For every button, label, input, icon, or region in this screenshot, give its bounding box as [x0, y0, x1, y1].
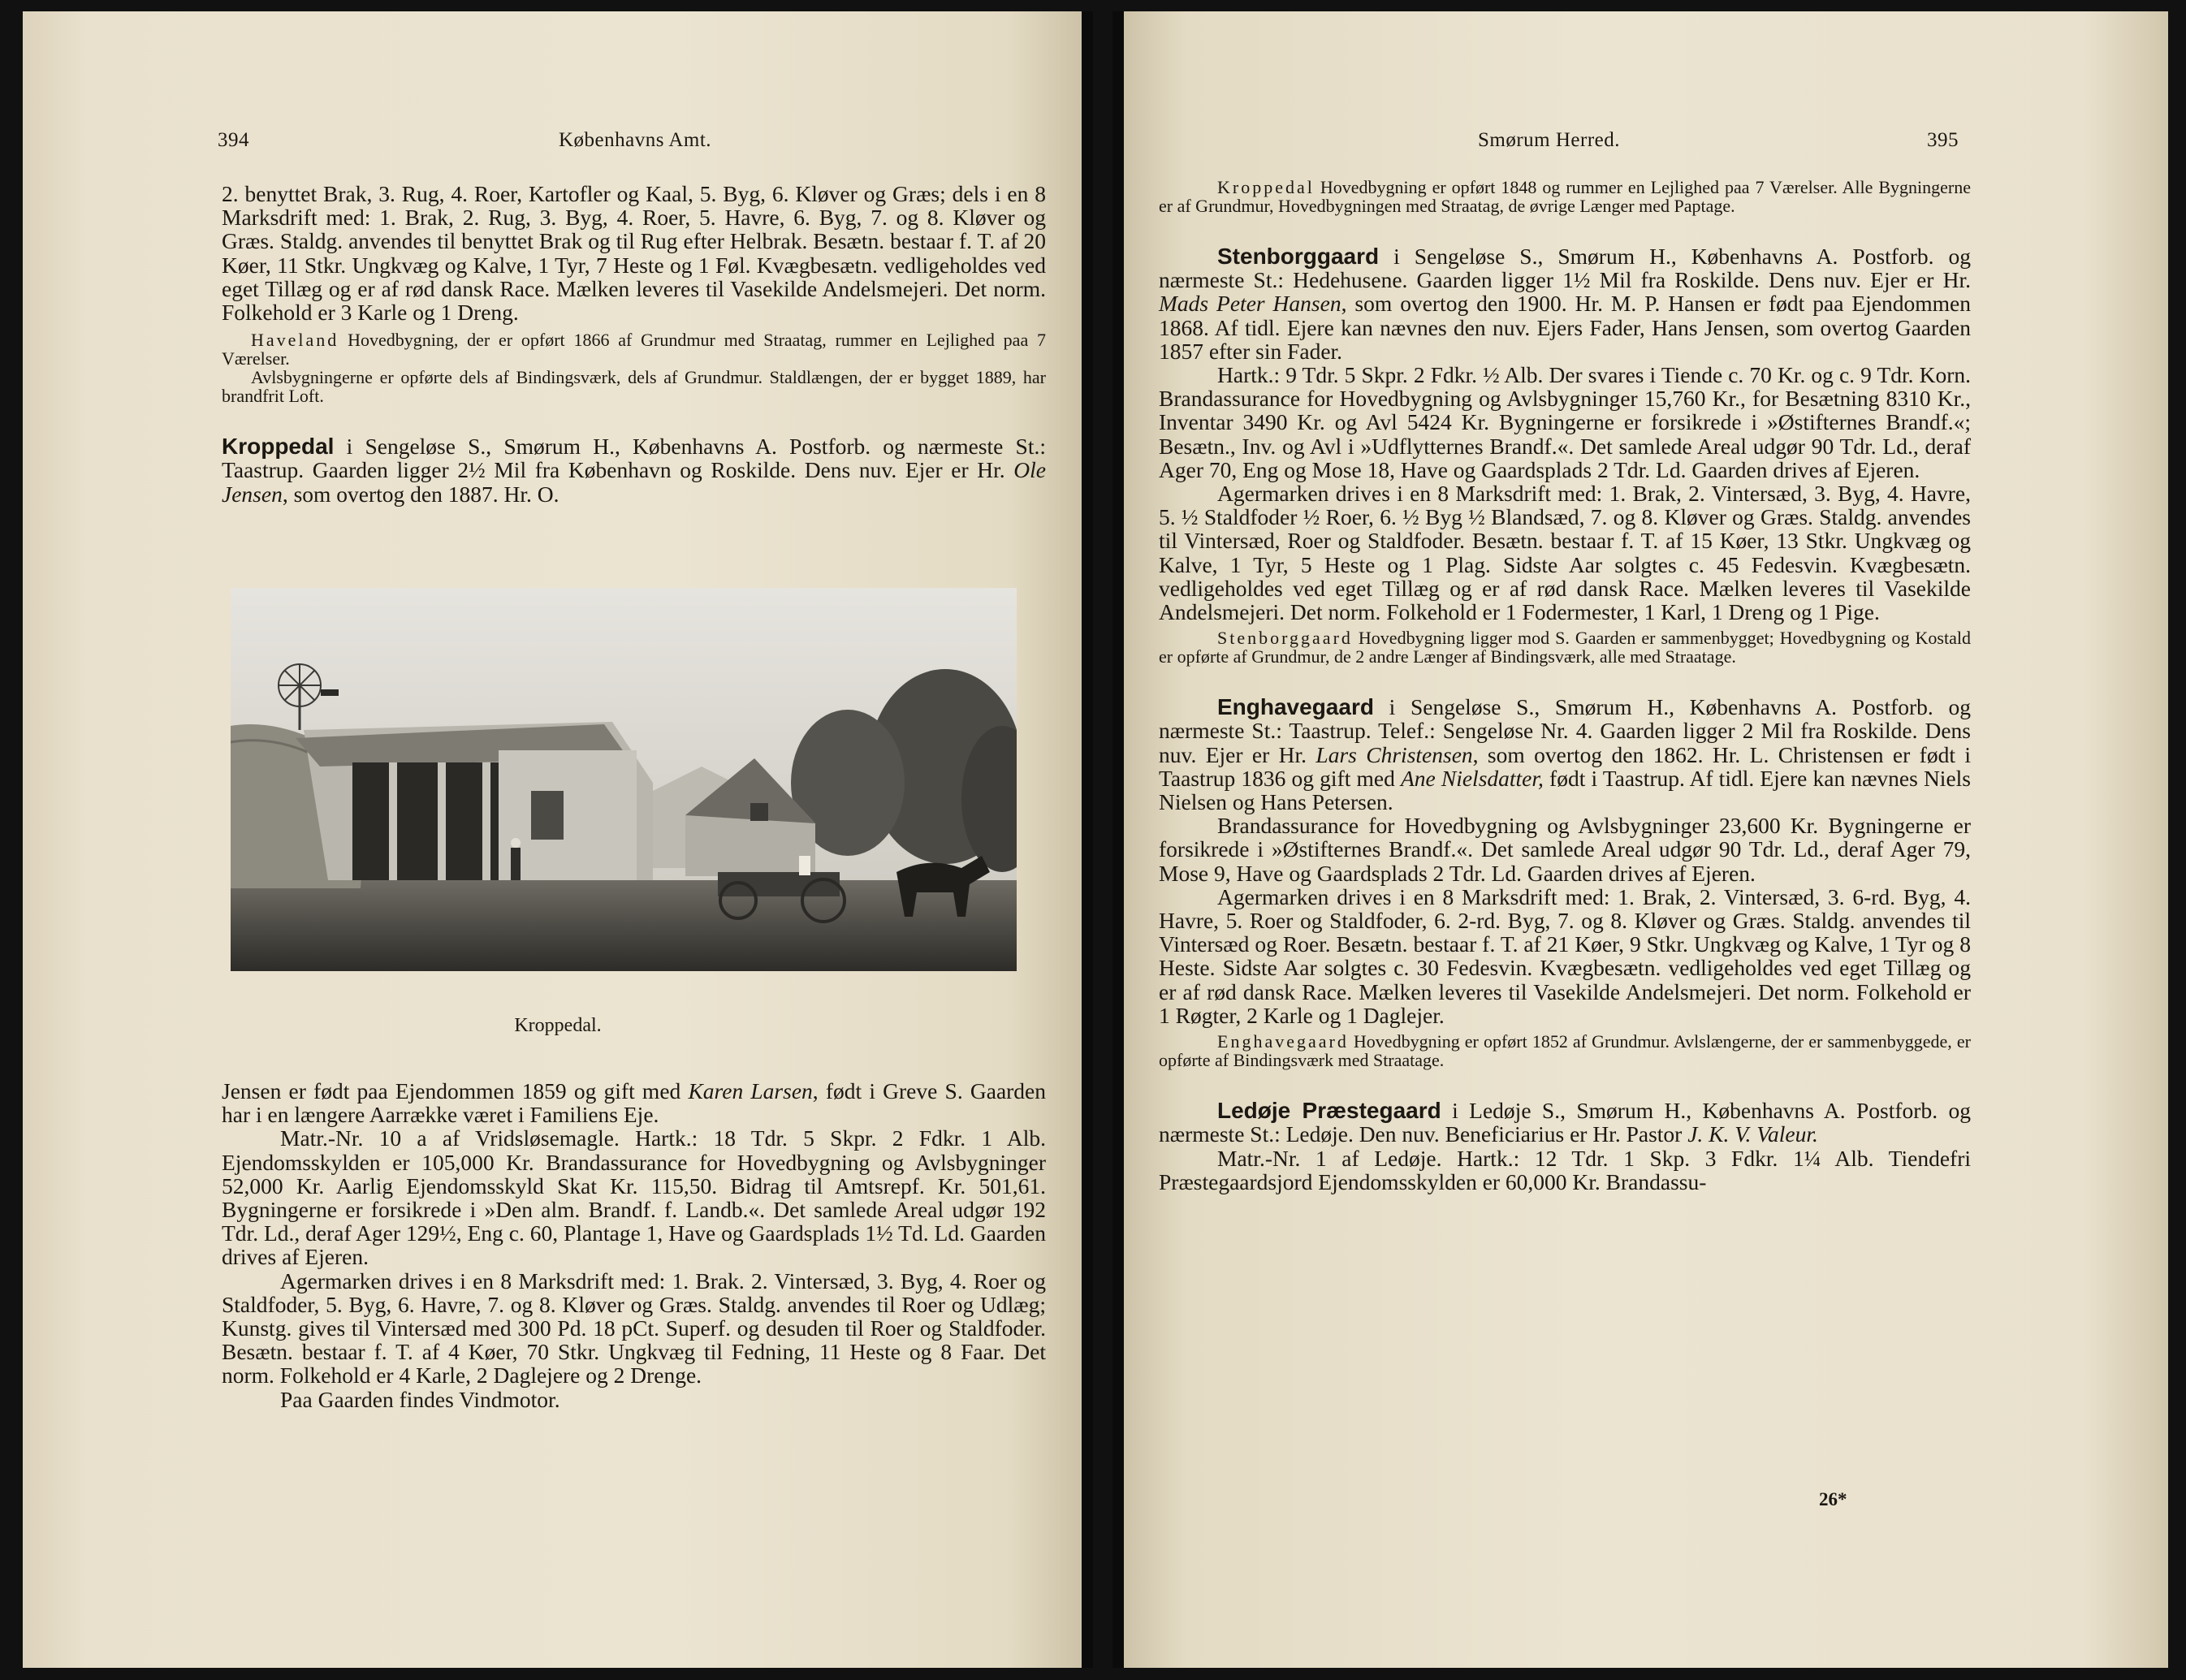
kroppedal-note: [1159, 178, 1971, 215]
owner-name: Lars Christensen: [1315, 741, 1473, 767]
owner-paragraph: [222, 1079, 1046, 1126]
entry-text: , som overtog den 1887. Hr. O.: [282, 481, 559, 507]
stenborggaard-farming: Agermarken drives i en 8 Marksdrift med: 1. Brak, 2. Vintersæd, 3. Byg, 4. Havre, 5. ½ Staldfoder ½ Roer, 6. ½ Byg ½ Blandsæd, 7. og 8. Kløver og Græs. Staldg. anvendes til Vintersæd, Roer og Staldfoder. Besætn. bestaar f. T. af 15 Køer, 13 Stkr. Ungkvæg og Kalve, 1 Tyr, 5 Heste og 1 Plag. Sidste Aar solgtes c. 45 Fedesvin. Kvægbesætn. vedligeholdes ved eget Tillæg og er af rød dansk Race. Mælken leveres til Vasekilde Andelsmejeri. Det norm. Folkehold er 1 Fodermester, 1 Karl, 1 Dreng og 1 Pige.: [1159, 481, 1971, 625]
entry-text: i Sengeløse S., Smørum H., Københavns A. Postforb. og nærmeste St.: Taastrup. Telef.: Sengeløse Nr. 4. Gaarden ligger 2 Mil fra Roskilde. Dens nuv. Ejer er Hr.: [1159, 694, 1971, 767]
left-column-bottom: [222, 1079, 1046, 1411]
right-page: [1112, 11, 2168, 1668]
page-number: 394: [218, 129, 249, 151]
property-paragraph: Matr.-Nr. 10 a af Vridsløsemagle. Hartk.: 18 Tdr. 5 Skpr. 2 Fdkr. 1 Alb. Ejendomsskylden er 105,000 Kr. Brandassurance for Hovedbygning og Avlsbygninger 52,000 Kr. Aarlig Ejendomsskyld Skat Kr. 115,50. Bidrag til Amtsrepf. Kr. 501,61. Bygningerne er forsikrede i »Den alm. Brandf. f. Landb.«. Det samlede Areal udgør 192 Tdr. Ld., deraf Ager 129½, Eng c. 60, Plantage 1, Have og Gaardsplads 1½ Td. Ld. Gaarden drives af Ejeren.: [222, 1125, 1046, 1270]
entry-text: i Sengeløse S., Smørum H., Københavns A. Postforb. og nærmeste St.: Hedehusene. Gaarden ligger 1½ Mil fra Roskilde. Dens nuv. Ejer er Hr.: [1159, 244, 1971, 293]
note-farm-name: Kroppedal: [1217, 177, 1315, 197]
ledoje-entry: [1159, 1099, 1971, 1146]
left-page: [23, 11, 1093, 1668]
note-text: Hovedbygning, der er opført 1866 af Grundmur med Straatag, rummer en Lejlighed paa 7 Værelser.: [222, 330, 1046, 369]
enghavegaard-property: Brandassurance for Hovedbygning og Avlsbygninger 23,600 Kr. Bygningerne er forsikrede i »Østifternes Brandf.«. Det samlede Areal udgør 90 Tdr. Ld., deraf Ager 79, Mose 9, Have og Gaardsplads 2 Tdr. Ld. Gaarden drives af Ejeren.: [1159, 813, 1971, 886]
page-number: 395: [1927, 129, 1959, 151]
continued-paragraph: 2. benyttet Brak, 3. Rug, 4. Roer, Kartofler og Kaal, 5. Byg, 6. Kløver og Græs; dels i en 8 Marksdrift med: 1. Brak, 2. Rug, 3. Byg, 4. Roer, 5. Havre, 6. Byg, 7. og 8. Kløver og Græs. Staldg. anvendes til benyttet Brak og til Rug efter Helbrak. Besætn. bestaar f. T. af 20 Køer, 11 Stkr. Ungkvæg og Kalve, 1 Tyr, 7 Heste og 1 Føl. Kvægbesætn. vedligeholdes ved eget Tillæg og er af rød dansk Race. Mælken leveres til Vasekilde Andelsmejeri. Det norm. Folkehold er 3 Karle og 1 Dreng.: [222, 181, 1046, 326]
running-head: Københavns Amt.: [559, 129, 712, 151]
signature-mark: 26*: [1819, 1489, 1847, 1509]
note-text-2: Avlsbygningerne er opførte dels af Bindingsværk, dels af Grundmur. Staldlængen, der er bygget 1889, har brandfrit Loft.: [222, 367, 1046, 407]
entry-text: født i Taastrup. Af tidl. Ejere kan nævnes Niels Nielsen og Hans Petersen.: [1159, 765, 1971, 815]
owner-name: J. K. V. Valeur.: [1687, 1121, 1818, 1147]
wife-name: Ane Nielsdatter,: [1400, 765, 1544, 791]
note-farm-name: Enghavegaard: [1217, 1031, 1349, 1052]
enghavegaard-farming: Agermarken drives i en 8 Marksdrift med: 1. Brak, 2. Vintersæd, 3. 6-rd. Byg, 4. Havre, 5. Roer og Staldfoder, 6. 2-rd. Byg, 7. og 8. Kløver og Græs. Staldg. anvendes til Vintersæd og Roer. Besætn. bestaar f. T. af 21 Køer, 9 Stkr. Ungkvæg og Kalve, 1 Tyr og 8 Heste. Sidste Aar solgtes c. 30 Fedesvin. Kvægbesætn. vedligeholdes ved eget Tillæg og er af rød dansk Race. Mælken leveres til Vasekilde Andelsmejeri. Det norm. Folkehold er 1 Røgter, 2 Karle og 1 Daglejer.: [1159, 883, 1971, 1028]
note-farm-name: Haveland: [251, 330, 339, 351]
farm-heading: Stenborggaard: [1217, 244, 1380, 269]
owner-name: Ole Jensen: [222, 457, 1046, 507]
entry-text: , som overtog den 1862. Hr. L. Christensen er født i Taastrup 1836 og gift med: [1159, 741, 1971, 791]
enghavegaard-entry: [1159, 695, 1971, 814]
photo-caption: Kroppedal.: [514, 1015, 602, 1036]
kroppedal-entry: [222, 434, 1046, 506]
owner-name: Mads Peter Hansen: [1159, 291, 1341, 317]
farm-heading: Ledøje Præstegaard: [1217, 1098, 1441, 1124]
farming-paragraph: Agermarken drives i en 8 Marksdrift med: 1. Brak. 2. Vintersæd, 3. Byg, 4. Roer og Staldfoder, 5. Byg, 6. Havre, 7. og 8. Kløver og Græs. Staldg. anvendes til Roer og Udlæg; Kunstg. gives til Vintersæd med 300 Pd. 18 pCt. Superf. og desuden til Roer og Staldfoder. Besætn. bestaar f. T. af 4 Køer, 70 Stkr. Ungkvæg til Fedning, 11 Heste og 8 Faar. Det norm. Folkehold er 4 Karle, 2 Daglejere og 2 Drenge.: [222, 1268, 1046, 1388]
page-gutter: [1112, 11, 1124, 1668]
farm-heading: Enghavegaard: [1217, 694, 1374, 720]
right-column: [1159, 178, 1971, 1194]
enghavegaard-note: [1159, 1032, 1971, 1069]
farm-photo-illustration: [231, 588, 1017, 971]
entry-text: , som overtog den 1900. Hr. M. P. Hansen er født paa Ejendommen 1868. Af tidl. Ejere kan nævnes den nuv. Ejers Fader, Hans Jensen, som overtog Gaarden 1857 efter sin Fader.: [1159, 291, 1971, 364]
farm-heading: Kroppedal: [222, 434, 335, 460]
entry-text: , født i Greve S. Gaarden har i en længere Aarrække været i Familiens Eje.: [222, 1078, 1047, 1128]
stenborggaard-entry: [1159, 244, 1971, 363]
note-text: Hovedbygning ligger mod S. Gaarden er sammenbygget; Hovedbygning og Kostald er opførte af Grundmur, de 2 andre Længer af Bindingsværk, alle med Straatage.: [1159, 628, 1971, 667]
entry-text: Jensen er født paa Ejendommen 1859 og gift med: [222, 1078, 689, 1103]
note-text: Hovedbygning er opført 1852 af Grundmur. Avlslængerne, der er sammenbyggede, er opførte af Bindingsværk med Straatage.: [1159, 1031, 1971, 1071]
left-column-top: [222, 182, 1046, 506]
wife-name: Karen Larsen: [688, 1078, 813, 1103]
farm-photograph: [231, 588, 1017, 971]
windmill-paragraph: Paa Gaarden findes Vindmotor.: [280, 1386, 560, 1412]
note-text: Hovedbygning er opført 1848 og rummer en Lejlighed paa 7 Værelser. Alle Bygningerne er af Grundmur, Hovedbygningen med Straatag, de øvrige Længer med Paptage.: [1159, 177, 1971, 216]
ledoje-property: Matr.-Nr. 1 af Ledøje. Hartk.: 12 Tdr. 1 Skp. 3 Fdkr. 1¼ Alb. Tiendefri Præstegaardsjord Ejendomsskylden er 60,000 Kr. Brandassu-: [1159, 1145, 1971, 1194]
running-head: Smørum Herred.: [1478, 129, 1621, 151]
stenborggaard-property: Hartk.: 9 Tdr. 5 Skpr. 2 Fdkr. ½ Alb. Der svares i Tiende c. 70 Kr. og c. 9 Tdr. Korn. Brandassurance for Hovedbygning og Avlsbygninger 15,760 Kr., for Besætning 8310 Kr., Inventar 3490 Kr. og Avl 5424 Kr. Bygningerne er forsikrede i »Østifternes Brandf.«; Besætn., Inv. og Avl i »Udflytternes Brandf.«. Det samlede Areal udgør 90 Tdr. Ld., deraf Ager 70, Eng og Mose 18, Have og Gaardsplads 2 Tdr. Ld. Gaarden drives af Ejeren.: [1159, 362, 1971, 482]
stenborggaard-note: [1159, 628, 1971, 666]
note-farm-name: Stenborggaard: [1217, 628, 1353, 649]
page-gutter: [1082, 11, 1093, 1668]
haveland-note: [222, 330, 1046, 405]
entry-text: i Ledøje S., Smørum H., Københavns A. Postforb. og nærmeste St.: Ledøje. Den nuv. Beneficiarius er Hr. Pastor: [1159, 1098, 1971, 1147]
entry-text: i Sengeløse S., Smørum H., Københavns A. Postforb. og nærmeste St.: Taastrup. Gaarden ligger 2½ Mil fra København og Roskilde. Dens nuv. Ejer er Hr.: [222, 434, 1046, 483]
